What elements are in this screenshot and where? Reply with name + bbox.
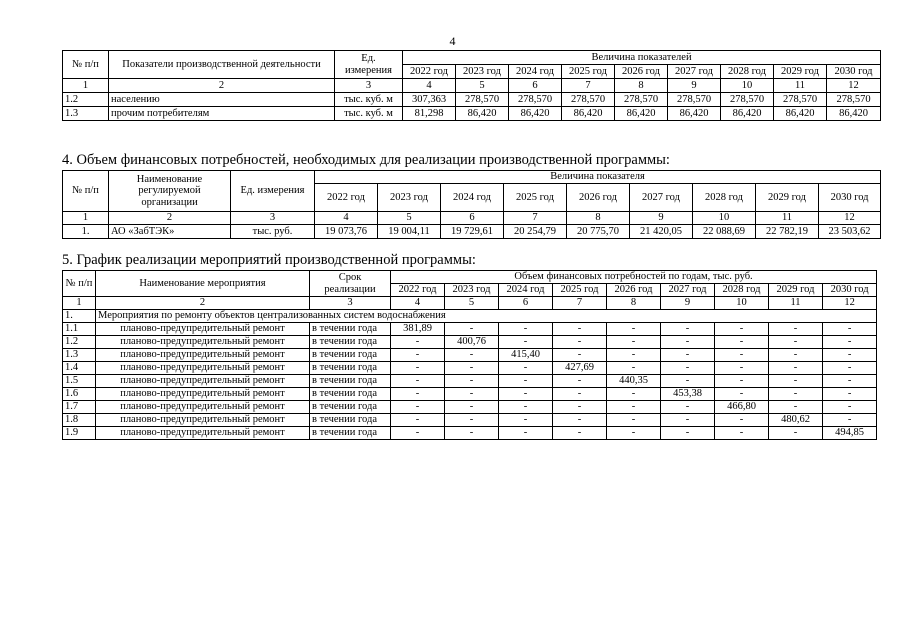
s5-row-value: - xyxy=(391,427,445,440)
s4-row-org: АО «ЗабТЭК» xyxy=(109,225,231,239)
s5-row-value: - xyxy=(553,427,607,440)
s5-row-value: - xyxy=(391,375,445,388)
s4-index-cell: 6 xyxy=(441,212,504,225)
col-unit-header: Ед. измерения xyxy=(335,51,403,79)
s5-row-name: планово-предупредительный ремонт xyxy=(96,401,310,414)
s5-year-header: 2024 год xyxy=(499,284,553,297)
s5-row-value: - xyxy=(607,427,661,440)
year-header: 2022 год xyxy=(403,65,456,79)
col-num-header: № п/п xyxy=(63,51,109,79)
s5-row-value: - xyxy=(553,388,607,401)
index-cell: 8 xyxy=(615,79,668,93)
s5-row-value: - xyxy=(769,375,823,388)
s5-row-value: 427,69 xyxy=(553,362,607,375)
s4-year-header: 2025 год xyxy=(504,184,567,212)
s4-year-header: 2030 год xyxy=(819,184,881,212)
s5-index-cell: 12 xyxy=(823,297,877,310)
s4-year-header: 2022 год xyxy=(315,184,378,212)
row-value: 278,570 xyxy=(668,93,721,107)
s5-index-cell: 5 xyxy=(445,297,499,310)
s5-row-value: - xyxy=(661,362,715,375)
s5-col-term-header: Срок реализации xyxy=(310,271,391,297)
year-header: 2026 год xyxy=(615,65,668,79)
s5-row-name: планово-предупредительный ремонт xyxy=(96,349,310,362)
row-num: 1.2 xyxy=(63,93,109,107)
s5-row-value: 440,35 xyxy=(607,375,661,388)
index-cell: 3 xyxy=(335,79,403,93)
index-cell: 9 xyxy=(668,79,721,93)
s4-year-header: 2027 год xyxy=(630,184,693,212)
s5-row-value: - xyxy=(715,362,769,375)
s5-row-value: - xyxy=(607,388,661,401)
year-header: 2024 год xyxy=(509,65,562,79)
s4-index-cell: 10 xyxy=(693,212,756,225)
s5-col-name-header: Наименование мероприятия xyxy=(96,271,310,297)
s5-row-value: - xyxy=(661,375,715,388)
row-unit: тыс. куб. м xyxy=(335,107,403,121)
s5-year-header: 2023 год xyxy=(445,284,499,297)
production-indicators-table xyxy=(62,50,881,121)
s5-year-header: 2027 год xyxy=(661,284,715,297)
s4-index-cell: 1 xyxy=(63,212,109,225)
s5-row-value: - xyxy=(715,427,769,440)
row-value: 307,363 xyxy=(403,93,456,107)
s5-row-term: в течении года xyxy=(310,349,391,362)
s5-row-value: 415,40 xyxy=(499,349,553,362)
s4-index-cell: 9 xyxy=(630,212,693,225)
s5-year-header: 2025 год xyxy=(553,284,607,297)
s5-row-value: - xyxy=(823,349,877,362)
index-cell: 2 xyxy=(109,79,335,93)
s5-row-term: в течении года xyxy=(310,323,391,336)
s5-year-header: 2028 год xyxy=(715,284,769,297)
index-cell: 1 xyxy=(63,79,109,93)
table-row xyxy=(63,375,877,388)
s5-row-value: - xyxy=(391,414,445,427)
s4-col-num-header: № п/п xyxy=(63,171,109,212)
year-header: 2025 год xyxy=(562,65,615,79)
s5-row-value: - xyxy=(499,401,553,414)
row-value: 278,570 xyxy=(827,93,881,107)
s5-index-cell: 9 xyxy=(661,297,715,310)
table-row xyxy=(63,336,877,349)
s4-index-cell: 11 xyxy=(756,212,819,225)
s4-index-cell: 12 xyxy=(819,212,881,225)
row-value: 86,420 xyxy=(827,107,881,121)
s5-row-term: в течении года xyxy=(310,362,391,375)
s5-row-name: планово-предупредительный ремонт xyxy=(96,323,310,336)
s5-row-value: 381,89 xyxy=(391,323,445,336)
s5-row-term: в течении года xyxy=(310,375,391,388)
s4-year-header: 2023 год xyxy=(378,184,441,212)
s4-year-header: 2028 год xyxy=(693,184,756,212)
s5-row-value: - xyxy=(553,349,607,362)
s5-row-value: 400,76 xyxy=(445,336,499,349)
s5-row-value: - xyxy=(553,414,607,427)
s5-col-values-header: Объем финансовых потребностей по годам, тыс. руб. xyxy=(391,271,877,284)
s5-year-header: 2022 год xyxy=(391,284,445,297)
s5-index-cell: 7 xyxy=(553,297,607,310)
s5-row-value: - xyxy=(715,388,769,401)
row-value: 86,420 xyxy=(456,107,509,121)
s4-index-cell: 7 xyxy=(504,212,567,225)
s5-row-value: - xyxy=(499,362,553,375)
s5-row-value: - xyxy=(607,414,661,427)
s5-row-term: в течении года xyxy=(310,401,391,414)
schedule-table xyxy=(62,270,877,440)
section5-title: 5. График реализации мероприятий производственной программы: xyxy=(62,252,476,268)
s4-row-num: 1. xyxy=(63,225,109,239)
s5-row-value: - xyxy=(823,362,877,375)
s5-row-value: - xyxy=(769,388,823,401)
table-row xyxy=(63,349,877,362)
s5-row-name: планово-предупредительный ремонт xyxy=(96,375,310,388)
s5-row-value: - xyxy=(715,349,769,362)
table-row xyxy=(63,323,877,336)
s5-row-value: - xyxy=(499,388,553,401)
s5-row-value: 466,80 xyxy=(715,401,769,414)
s5-row-value: - xyxy=(607,362,661,375)
index-cell: 5 xyxy=(456,79,509,93)
s5-row-value: - xyxy=(823,375,877,388)
s5-row-value: - xyxy=(607,401,661,414)
s5-row-value: 494,85 xyxy=(823,427,877,440)
page-number: 4 xyxy=(449,34,456,48)
s4-value: 21 420,05 xyxy=(630,225,693,239)
s5-index-cell: 8 xyxy=(607,297,661,310)
s5-row-name: планово-предупредительный ремонт xyxy=(96,427,310,440)
index-cell: 10 xyxy=(721,79,774,93)
s4-year-header: 2026 год xyxy=(567,184,630,212)
s4-value: 22 088,69 xyxy=(693,225,756,239)
s4-value: 19 729,61 xyxy=(441,225,504,239)
s5-row-value: - xyxy=(661,427,715,440)
s5-row-value: - xyxy=(769,401,823,414)
s5-row-num: 1.4 xyxy=(63,362,96,375)
s5-row-num: 1.2 xyxy=(63,336,96,349)
s5-year-header: 2029 год xyxy=(769,284,823,297)
s4-value: 20 254,79 xyxy=(504,225,567,239)
s5-row-value: - xyxy=(553,323,607,336)
index-cell: 12 xyxy=(827,79,881,93)
s5-row-value: - xyxy=(661,414,715,427)
index-cell: 4 xyxy=(403,79,456,93)
s5-row-value: - xyxy=(715,323,769,336)
s5-row-value: - xyxy=(445,375,499,388)
s5-row-value: - xyxy=(445,349,499,362)
s5-row-value: - xyxy=(769,349,823,362)
s4-index-cell: 4 xyxy=(315,212,378,225)
s5-row-value: - xyxy=(391,401,445,414)
s5-row-term: в течении года xyxy=(310,414,391,427)
row-value: 86,420 xyxy=(509,107,562,121)
s5-row-value: - xyxy=(499,323,553,336)
s5-row-value: - xyxy=(445,401,499,414)
financial-needs-table xyxy=(62,170,881,239)
s5-row-value: - xyxy=(661,349,715,362)
s5-row-value: - xyxy=(445,323,499,336)
s4-index-cell: 5 xyxy=(378,212,441,225)
s5-row-value: - xyxy=(823,414,877,427)
s5-group-title: Мероприятия по ремонту объектов централизованных систем водоснабжения xyxy=(96,310,877,323)
row-value: 278,570 xyxy=(509,93,562,107)
table-row xyxy=(63,388,877,401)
s5-row-value: - xyxy=(607,323,661,336)
s5-row-num: 1.3 xyxy=(63,349,96,362)
s5-row-num: 1.1 xyxy=(63,323,96,336)
s5-row-term: в течении года xyxy=(310,427,391,440)
s5-row-name: планово-предупредительный ремонт xyxy=(96,336,310,349)
s5-row-value: - xyxy=(661,336,715,349)
s4-index-cell: 2 xyxy=(109,212,231,225)
row-value: 86,420 xyxy=(774,107,827,121)
s5-row-value: - xyxy=(499,427,553,440)
s5-row-num: 1.5 xyxy=(63,375,96,388)
section4-title: 4. Объем финансовых потребностей, необходимых для реализации производственной программы: xyxy=(62,152,670,168)
table-row xyxy=(63,427,877,440)
row-name: прочим потребителям xyxy=(109,107,335,121)
s5-row-value: - xyxy=(391,336,445,349)
s4-index-cell: 3 xyxy=(231,212,315,225)
index-cell: 6 xyxy=(509,79,562,93)
row-value: 278,570 xyxy=(562,93,615,107)
s5-row-value: 480,62 xyxy=(769,414,823,427)
s5-row-value: - xyxy=(499,336,553,349)
col-indicator-header: Показатели производственной деятельности xyxy=(109,51,335,79)
year-header: 2029 год xyxy=(774,65,827,79)
row-unit: тыс. куб. м xyxy=(335,93,403,107)
s5-row-value: - xyxy=(499,414,553,427)
year-header: 2028 год xyxy=(721,65,774,79)
s4-year-header: 2024 год xyxy=(441,184,504,212)
s5-row-value: - xyxy=(553,336,607,349)
s5-row-num: 1.8 xyxy=(63,414,96,427)
s5-row-value: - xyxy=(769,336,823,349)
s5-row-value: - xyxy=(391,362,445,375)
row-value: 86,420 xyxy=(562,107,615,121)
s5-row-term: в течении года xyxy=(310,388,391,401)
s5-group-num: 1. xyxy=(63,310,96,323)
year-header: 2023 год xyxy=(456,65,509,79)
s5-index-cell: 10 xyxy=(715,297,769,310)
s4-col-org-header: Наименование регулируемой организации xyxy=(109,171,231,212)
s4-row-unit: тыс. руб. xyxy=(231,225,315,239)
row-value: 278,570 xyxy=(721,93,774,107)
s5-row-value: - xyxy=(553,375,607,388)
row-value: 278,570 xyxy=(615,93,668,107)
row-value: 81,298 xyxy=(403,107,456,121)
table-row xyxy=(63,107,881,121)
s5-year-header: 2026 год xyxy=(607,284,661,297)
s5-row-value: - xyxy=(823,323,877,336)
s5-row-value: 453,38 xyxy=(661,388,715,401)
s5-year-header: 2030 год xyxy=(823,284,877,297)
row-value: 86,420 xyxy=(721,107,774,121)
s5-row-value: - xyxy=(769,427,823,440)
s5-row-value: - xyxy=(499,375,553,388)
s5-index-cell: 3 xyxy=(310,297,391,310)
s5-row-name: планово-предупредительный ремонт xyxy=(96,388,310,401)
s5-row-value: - xyxy=(769,323,823,336)
s5-row-value: - xyxy=(823,336,877,349)
s5-row-num: 1.7 xyxy=(63,401,96,414)
s4-value: 23 503,62 xyxy=(819,225,881,239)
s5-row-value: - xyxy=(445,362,499,375)
s5-row-value: - xyxy=(661,323,715,336)
s5-row-value: - xyxy=(769,362,823,375)
s5-row-num: 1.9 xyxy=(63,427,96,440)
s4-year-header: 2029 год xyxy=(756,184,819,212)
s5-row-value: - xyxy=(715,336,769,349)
s5-index-cell: 6 xyxy=(499,297,553,310)
s5-index-cell: 11 xyxy=(769,297,823,310)
table-row xyxy=(63,401,877,414)
s4-value: 22 782,19 xyxy=(756,225,819,239)
row-num: 1.3 xyxy=(63,107,109,121)
table-row xyxy=(63,93,881,107)
row-value: 86,420 xyxy=(615,107,668,121)
row-value: 86,420 xyxy=(668,107,721,121)
s4-value: 19 073,76 xyxy=(315,225,378,239)
s5-index-cell: 2 xyxy=(96,297,310,310)
year-header: 2027 год xyxy=(668,65,721,79)
s5-row-name: планово-предупредительный ремонт xyxy=(96,414,310,427)
s5-row-value: - xyxy=(553,401,607,414)
s5-index-cell: 1 xyxy=(63,297,96,310)
row-value: 278,570 xyxy=(774,93,827,107)
s5-row-value: - xyxy=(391,349,445,362)
s4-value: 20 775,70 xyxy=(567,225,630,239)
s5-row-value: - xyxy=(391,388,445,401)
s5-index-cell: 4 xyxy=(391,297,445,310)
s5-row-value: - xyxy=(823,388,877,401)
s5-row-term: в течении года xyxy=(310,336,391,349)
s5-row-value: - xyxy=(607,349,661,362)
s5-row-value: - xyxy=(445,427,499,440)
s5-row-value: - xyxy=(823,401,877,414)
s4-value: 19 004,11 xyxy=(378,225,441,239)
s4-col-values-header: Величина показателя xyxy=(315,171,881,184)
s5-row-name: планово-предупредительный ремонт xyxy=(96,362,310,375)
s5-row-value: - xyxy=(715,414,769,427)
s5-row-value: - xyxy=(445,388,499,401)
s5-row-value: - xyxy=(715,375,769,388)
index-cell: 7 xyxy=(562,79,615,93)
s5-row-num: 1.6 xyxy=(63,388,96,401)
s5-row-value: - xyxy=(607,336,661,349)
table-row xyxy=(63,414,877,427)
table-row xyxy=(63,362,877,375)
row-name: населению xyxy=(109,93,335,107)
s4-col-unit-header: Ед. измерения xyxy=(231,171,315,212)
row-value: 278,570 xyxy=(456,93,509,107)
s5-row-value: - xyxy=(661,401,715,414)
year-header: 2030 год xyxy=(827,65,881,79)
s5-col-num-header: № п/п xyxy=(63,271,96,297)
s4-index-cell: 8 xyxy=(567,212,630,225)
s5-row-value: - xyxy=(445,414,499,427)
col-values-header: Величина показателей xyxy=(403,51,881,65)
index-cell: 11 xyxy=(774,79,827,93)
